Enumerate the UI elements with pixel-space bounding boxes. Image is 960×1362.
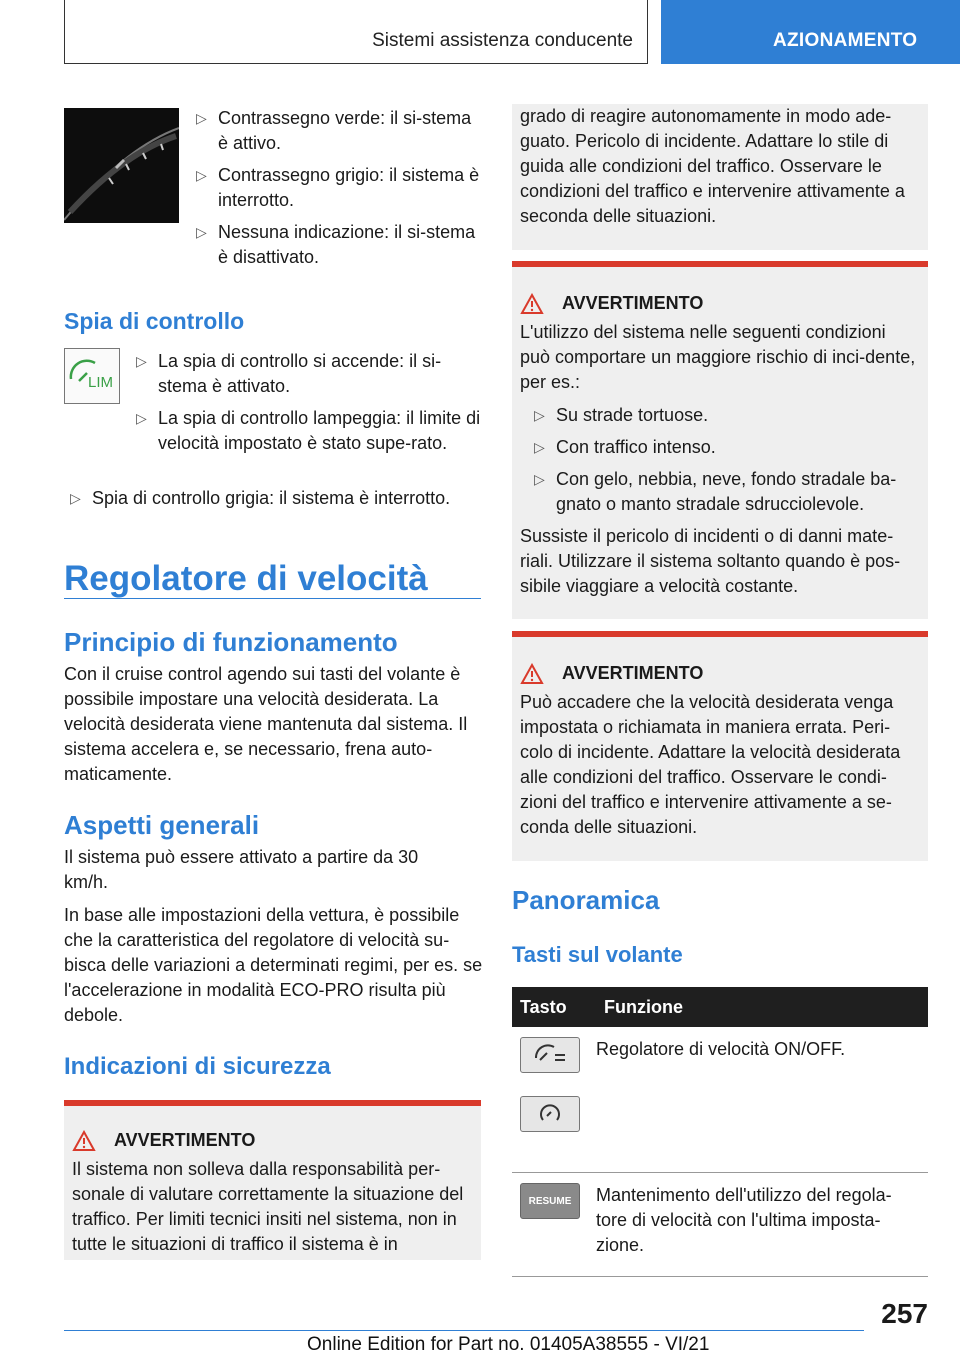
left-body [64,626,484,1082]
header-section-title: Sistemi assistenza conducente [372,30,633,51]
list-item: ▷ La spia di controllo si accende: il si-stema è attivato. [136,351,442,396]
resume-label: RESUME [528,1195,572,1207]
warning-text: Può accadere che la velocità desiderata venga impostata o richiamata in maniera errata. Peri-colo di incidente. Adattare la velocità desiderata alle condizioni del traffico. Osservare le condi-zioni del traffico e intervenire attivamente a se-conda delle situazioni. [520,692,901,837]
title-rule [64,598,481,599]
footer-rule [64,1330,864,1331]
page-number: 257 [881,1298,928,1329]
list-item: ▷ Nessuna indicazione: il si-stema è disattivato. [196,222,476,267]
triangle-bullet-icon: ▷ [534,407,545,423]
aspetti-text-2: In base alle impostazioni della vettura, è possibile che la caratteristica del regolatore di velocità su-bisca delle variazioni a determinati regimi, per es. se l'accelerazione in modalità ECO-PRO risulta più debole. [64,905,483,1025]
cruise-control-icon [530,1042,570,1068]
principio-text: Con il cruise control agendo sui tasti del volante è possibile impostare una velocità desiderata. La velocità desiderata viene mantenuta dal sistema. Il sistema accelera e, se necessario, frena auto-maticamente. [64,664,468,784]
lim-indicator-icon [64,348,120,404]
warning-triangle-icon [520,663,544,685]
speedometer-display-image [64,108,179,223]
triangle-bullet-icon: ▷ [534,471,545,487]
tasti-heading: Tasti sul volante [512,942,683,967]
table-cell-tasto [512,1037,596,1172]
triangle-bullet-icon: ▷ [136,410,147,426]
list-item: ▷ Con traffico intenso. [528,435,920,460]
list-item: ▷ Contrassegno grigio: il sistema è interrotto. [196,165,480,210]
status-display-list [190,106,482,277]
cruise-resume-symbol-button-image [520,1096,580,1132]
buttons-table [512,987,928,1277]
aspetti-text-1: Il sistema può essere attivato a partire da 30 km/h. [64,847,419,892]
warning-title: AVVERTIMENTO [520,661,920,686]
warning-outro: Sussiste il pericolo di incidenti o di danni mate-riali. Utilizzare il sistema soltanto quando è pos-sibile viaggiare a velocità costante. [520,526,901,596]
warning-box-1 [64,1100,481,1260]
column-header-funzione: Funzione [604,996,683,1017]
header-chapter-title: AZIONAMENTO [773,30,918,51]
warning-text: Il sistema non solleva dalla responsabilità per-sonale di valutare correttamente la situazione del traffico. Per limiti tecnici insiti nel sistema, non in tutte le situazioni di traffico il sistema è in [72,1159,464,1254]
triangle-bullet-icon: ▷ [70,490,81,506]
sicurezza-heading: Indicazioni di sicurezza [64,1053,331,1080]
column-header-tasto: Tasto [520,996,567,1017]
warning-triangle-icon [72,1130,96,1152]
table-cell-tasto [512,1183,596,1276]
warning-intro: L'utilizzo del sistema nelle seguenti condizioni può comportare un maggiore rischio di inci-dente, per es.: [520,322,916,392]
triangle-bullet-icon: ▷ [196,110,207,126]
triangle-bullet-icon: ▷ [196,224,207,240]
list-item: ▷ La spia di controllo lampeggia: il limite di velocità impostato è stato supe-rato. [136,408,481,453]
svg-text:LIM: LIM [88,374,114,391]
table-row [512,1027,928,1173]
list-item: ▷ Su strade tortuose. [528,403,920,428]
warning-text: grado di reagire autonomamente in modo ade-guato. Pericolo di incidente. Adattare lo stile di guida alle condizioni del traffico. Osservare le condizioni del traffico e intervenire attivamente a seconda delle situazioni. [520,106,905,226]
spia-heading: Spia di controllo [64,308,245,334]
spia-list [130,349,482,463]
header-chapter-tab [661,0,960,64]
panoramica-heading: Panoramica [512,885,660,915]
header-section-tab [64,0,648,64]
list-item: ▷ Con gelo, nebbia, neve, fondo stradale ba-gnato o manto stradale sdrucciolevole. [534,469,897,514]
warning-title: AVVERTIMENTO [72,1128,473,1153]
triangle-bullet-icon: ▷ [136,353,147,369]
table-cell-funzione: Mantenimento dell'utilizzo del regola-tore di velocità con l'ultima imposta-zione. [596,1185,892,1255]
triangle-bullet-icon: ▷ [534,439,545,455]
cruise-pause-icon [537,1102,563,1126]
principio-heading: Principio di funzionamento [64,627,398,657]
table-row [512,1173,928,1277]
table-header [512,987,928,1027]
warning-continuation [512,104,928,250]
aspetti-heading: Aspetti generali [64,810,260,840]
warning-box-3 [512,631,928,861]
warning-title: AVVERTIMENTO [520,291,920,316]
cruise-on-off-button-image [520,1037,580,1073]
warning-box-2 [512,261,928,619]
list-item: ▷ Spia di controllo grigia: il sistema è interrotto. [64,486,484,511]
page-title: Regolatore di velocità [64,559,428,598]
list-item: ▷ Contrassegno verde: il si-stema è attivo. [196,108,472,153]
footer-edition: Online Edition for Part no. 01405A38555 - VI/21 [307,1334,710,1355]
resume-button-image [520,1183,580,1219]
table-cell-funzione: Regolatore di velocità ON/OFF. [596,1039,846,1059]
warning-list [528,403,920,517]
spia-extra [64,486,484,518]
triangle-bullet-icon: ▷ [196,167,207,183]
warning-triangle-icon [520,293,544,315]
